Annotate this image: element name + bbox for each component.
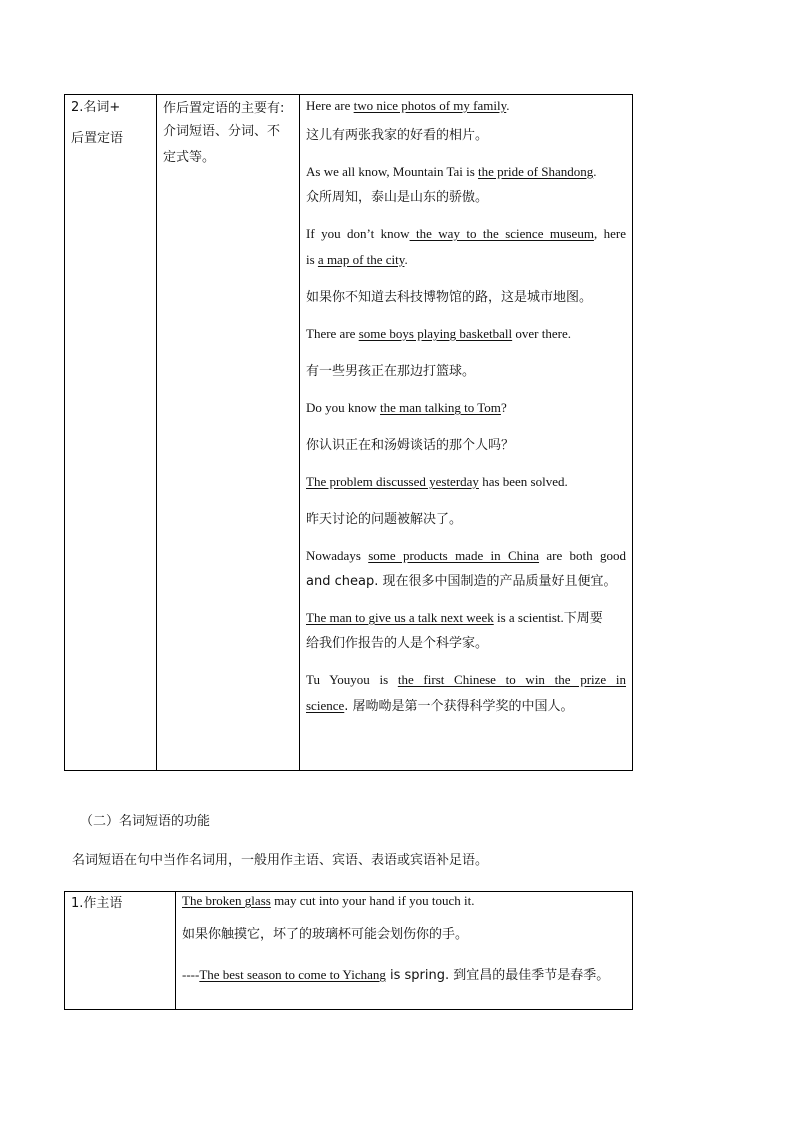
example-text: Nowadays bbox=[306, 548, 369, 563]
example-translation: 如果你不知道去科技博物馆的路，这是城市地图。 bbox=[306, 290, 593, 305]
example-translation: 这儿有两张我家的好看的相片。 bbox=[306, 128, 489, 143]
examples-cell bbox=[300, 95, 633, 771]
explanation-line-3: 定式等。 bbox=[163, 150, 216, 165]
example-text: has been solved. bbox=[478, 474, 568, 489]
example-translation: 你认识正在和汤姆谈话的那个人吗？ bbox=[306, 438, 515, 453]
underlined-phrase: The best season to come to Yichang bbox=[199, 967, 386, 982]
example-text: is a scientist.下周要 bbox=[493, 610, 603, 625]
underlined-phrase: the first Chinese to win the prize in bbox=[397, 672, 626, 687]
example-translation: 昨天讨论的问题被解决了。 bbox=[306, 512, 463, 527]
example-text: Tu Youyou is bbox=[306, 672, 398, 687]
underlined-phrase: the pride of Shandong bbox=[478, 164, 594, 179]
example-2 bbox=[306, 159, 626, 211]
explanation-line-2: 介词短语、分词、不 bbox=[163, 124, 281, 139]
example-text: There are bbox=[306, 326, 359, 341]
example-text: . bbox=[506, 98, 510, 113]
underlined-phrase: some boys playing basketball bbox=[358, 326, 513, 341]
example-text: . bbox=[593, 164, 597, 179]
example-text: , here bbox=[593, 226, 626, 241]
example-1 bbox=[306, 97, 626, 149]
example-5 bbox=[306, 395, 626, 459]
category-line-1: 2.名词+ bbox=[71, 100, 121, 115]
example-translation: 有一些男孩正在那边打篮球。 bbox=[306, 364, 476, 379]
example-9 bbox=[306, 667, 626, 720]
underlined-phrase: two nice photos of my family bbox=[353, 98, 507, 113]
category-line-2: 后置定语 bbox=[71, 131, 124, 146]
example-text: As we all know, Mountain Tai is bbox=[306, 164, 479, 179]
underlined-phrase: The man to give us a talk next week bbox=[306, 610, 494, 625]
category-cell bbox=[65, 95, 157, 771]
category-label: 1.作主语 bbox=[71, 896, 123, 911]
underlined-phrase: some products made in China bbox=[368, 548, 540, 563]
underlined-phrase: the way to the science museum bbox=[409, 226, 594, 241]
example-text: If you don’t know bbox=[306, 226, 410, 241]
example-4 bbox=[306, 321, 626, 385]
example-translation: 给我们作报告的人是个科学家。 bbox=[306, 636, 489, 651]
section-intro: 名词短语在句中当作名词用，一般用作主语、宾语、表语或宾语补足语。 bbox=[72, 853, 489, 868]
example-translation: . 屠呦呦是第一个获得科学奖的中国人。 bbox=[344, 699, 574, 714]
example-translation: 如果你触摸它，坏了的玻璃杯可能会划伤你的手。 bbox=[182, 927, 469, 942]
example-text: ---- bbox=[182, 967, 200, 982]
example-text: ? bbox=[500, 400, 507, 415]
example-translation: 众所周知，泰山是山东的骄傲。 bbox=[306, 190, 489, 205]
example-text: Do you know bbox=[306, 400, 381, 415]
explanation-line-1: 作后置定语的主要有: bbox=[163, 101, 285, 116]
example-text: . bbox=[404, 252, 408, 267]
examples-cell bbox=[176, 892, 633, 1010]
grammar-table-subject bbox=[64, 891, 633, 1010]
example-text: over there. bbox=[512, 326, 571, 341]
section-heading: （二）名词短语的功能 bbox=[80, 814, 211, 829]
grammar-table-postpositive bbox=[64, 94, 633, 771]
underlined-phrase: the man talking to Tom bbox=[380, 400, 501, 415]
underlined-phrase: science bbox=[306, 698, 345, 713]
example-text: are both good bbox=[539, 548, 626, 563]
example-3 bbox=[306, 221, 626, 311]
example-text: is spring. 到宜昌的最佳季节是春季。 bbox=[385, 968, 610, 983]
explanation-cell bbox=[157, 95, 300, 771]
category-cell bbox=[65, 892, 176, 1010]
example-7 bbox=[306, 543, 626, 595]
example-translation: and cheap. 现在很多中国制造的产品质量好且便宜。 bbox=[306, 574, 617, 589]
example-6 bbox=[306, 469, 626, 533]
example-text: is bbox=[306, 252, 318, 267]
underlined-phrase: a map of the city bbox=[317, 252, 405, 267]
example-text: may cut into your hand if you touch it. bbox=[270, 893, 475, 908]
underlined-phrase: The broken glass bbox=[182, 893, 271, 908]
underlined-phrase: The problem discussed yesterday bbox=[306, 474, 479, 489]
example-8 bbox=[306, 605, 626, 657]
example-text: Here are bbox=[306, 98, 354, 113]
